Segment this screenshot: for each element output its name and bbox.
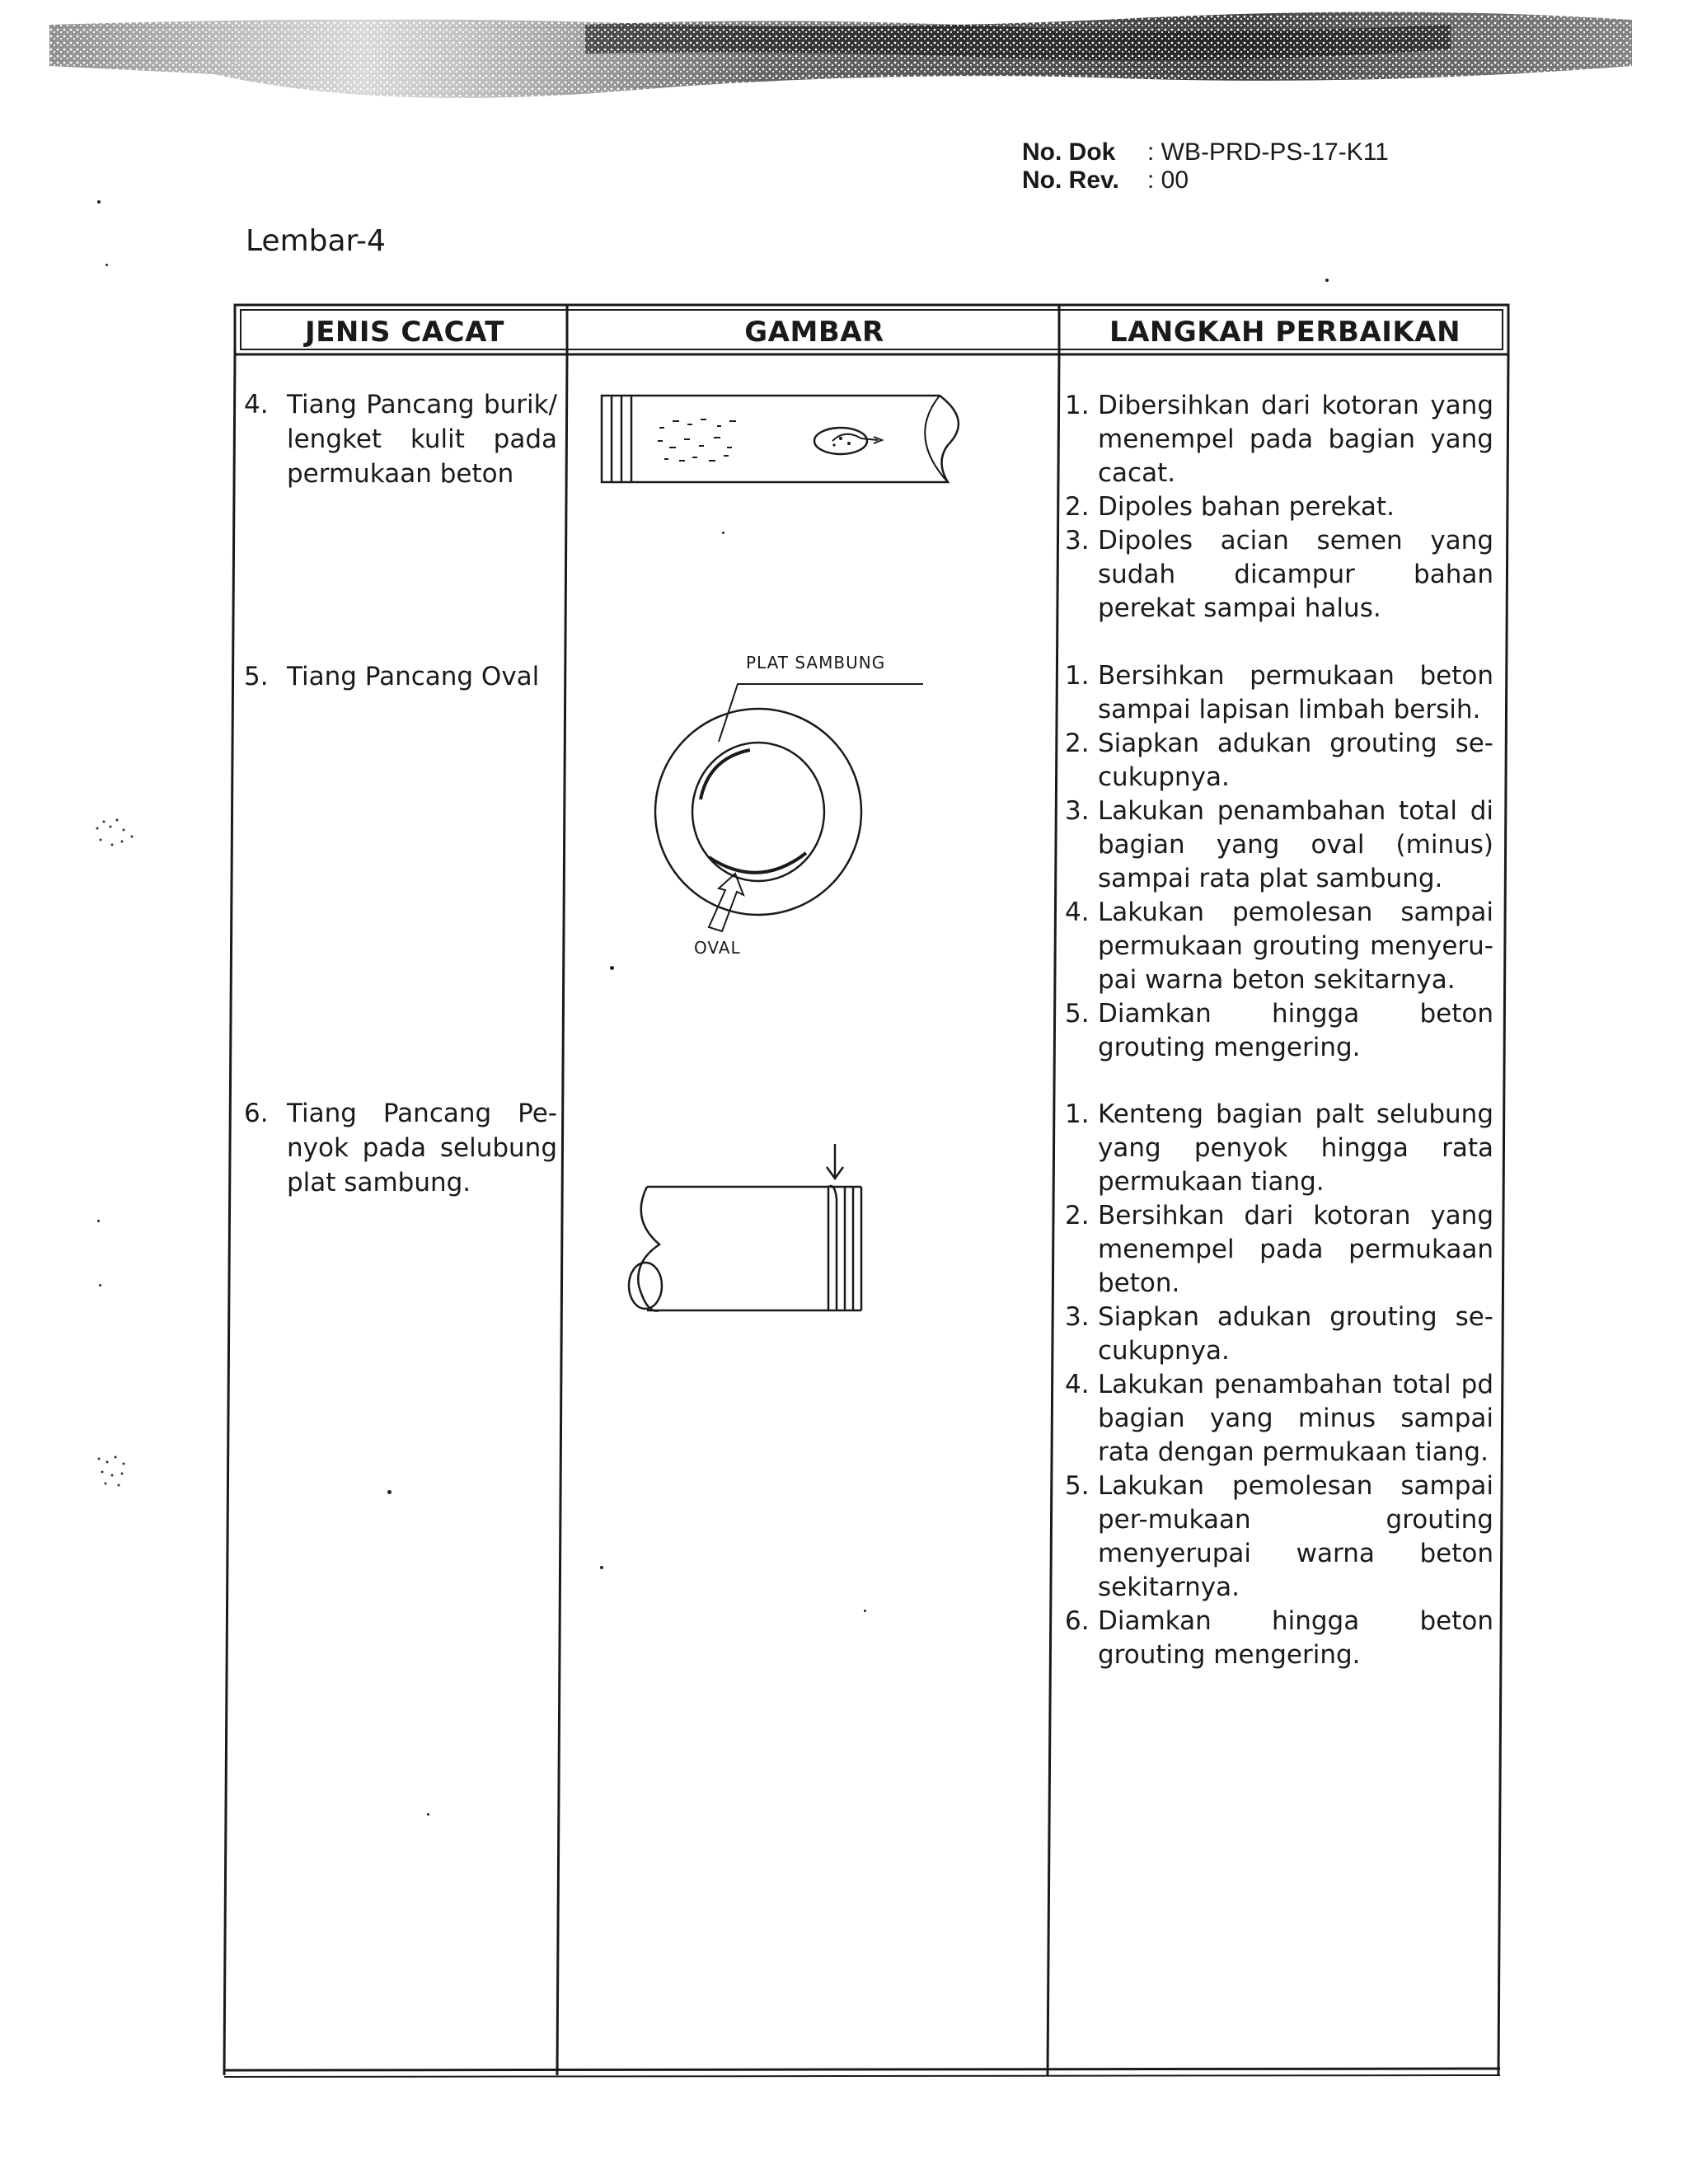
- defect-description: Tiang Pancang burik/ lengket kulit pada permukaan beton: [287, 390, 557, 489]
- repair-step: 2. Bersihkan dari kotoran yang menempel pada permukaan beton.: [1065, 1201, 1493, 1298]
- scan-speck: [1325, 279, 1329, 282]
- pile-pitted-surface-figure: [593, 387, 973, 494]
- doc-number-value: : WB-PRD-PS-17-K11: [1147, 138, 1389, 166]
- defect-number: 4.: [244, 390, 269, 419]
- scan-speck: [610, 966, 614, 970]
- repair-step: 5. Lakukan pemolesan sampai per-mukaan grouting menyerupai warna beton sekitarnya.: [1065, 1471, 1493, 1602]
- doc-number-label: No. Dok: [1022, 138, 1116, 166]
- scan-speck: [99, 1284, 101, 1286]
- repair-steps-row-6: [1065, 1098, 1493, 1672]
- defect-row-6: [244, 1096, 557, 1200]
- defect-row-4: [244, 387, 557, 491]
- pile-oval-figure: [626, 651, 940, 964]
- defect-description: Tiang Pancang Pe-nyok pada selubung plat sambung.: [287, 1099, 557, 1197]
- scan-speck: [864, 1610, 866, 1612]
- repair-step: 4. Lakukan pemolesan sampai permukaan grouting menyeru-pai warna beton sekitarnya.: [1065, 898, 1493, 995]
- repair-steps-row-4: [1065, 389, 1493, 626]
- repair-steps-row-5: [1065, 659, 1493, 1065]
- repair-step: 1. Bersihkan permukaan beton sampai lapisan limbah bersih.: [1065, 661, 1493, 724]
- scan-speck: [106, 264, 108, 266]
- scan-dot-cluster: [91, 1451, 140, 1492]
- scan-speck: [97, 1220, 100, 1222]
- scan-dot-cluster: [89, 812, 147, 861]
- figure-label-plat-sambung: PLAT SAMBUNG: [746, 653, 886, 673]
- scan-speck: [97, 200, 101, 204]
- sheet-label: Lembar-4: [246, 224, 386, 258]
- scan-speck: [387, 1490, 392, 1494]
- repair-step: 2. Siapkan adukan grouting se-cukupnya.: [1065, 729, 1493, 792]
- defect-row-5: [244, 659, 557, 694]
- repair-step: 3. Lakukan penambahan total di bagian yang oval (minus) sampai rata plat sambung.: [1065, 796, 1493, 893]
- defect-number: 6.: [244, 1099, 269, 1128]
- column-header-defect-type: JENIS CACAT: [305, 316, 504, 349]
- scan-speck: [427, 1813, 429, 1816]
- repair-step: 3. Siapkan adukan grouting se-cukupnya.: [1065, 1302, 1493, 1366]
- figure-label-oval: OVAL: [694, 938, 741, 958]
- defect-description: Tiang Pancang Oval: [287, 662, 540, 691]
- repair-step: 3. Dipoles acian semen yang sudah dicampur bahan perekat sampai halus.: [1065, 526, 1493, 623]
- repair-step: 5. Diamkan hingga beton grouting mengering.: [1065, 999, 1493, 1062]
- column-header-repair-steps: LANGKAH PERBAIKAN: [1109, 316, 1461, 349]
- scan-speck: [600, 1566, 603, 1569]
- repair-step: 1. Kenteng bagian palt selubung yang penyok hingga rata permukaan tiang.: [1065, 1099, 1493, 1197]
- defect-number: 5.: [244, 662, 269, 691]
- repair-step: 1. Dibersihkan dari kotoran yang menempel pada bagian yang cacat.: [1065, 391, 1493, 488]
- repair-step: 6. Diamkan hingga beton grouting mengering.: [1065, 1606, 1493, 1670]
- pile-dented-sleeve-figure: [614, 1137, 894, 1335]
- column-header-figure: GAMBAR: [744, 316, 884, 349]
- repair-step: 4. Lakukan penambahan total pd bagian yang minus sampai rata dengan permukaan tiang.: [1065, 1370, 1493, 1467]
- revision-label: No. Rev.: [1022, 166, 1119, 194]
- repair-step: 2. Dipoles bahan perekat.: [1065, 492, 1395, 522]
- scan-speck: [722, 532, 724, 534]
- revision-value: : 00: [1147, 166, 1189, 194]
